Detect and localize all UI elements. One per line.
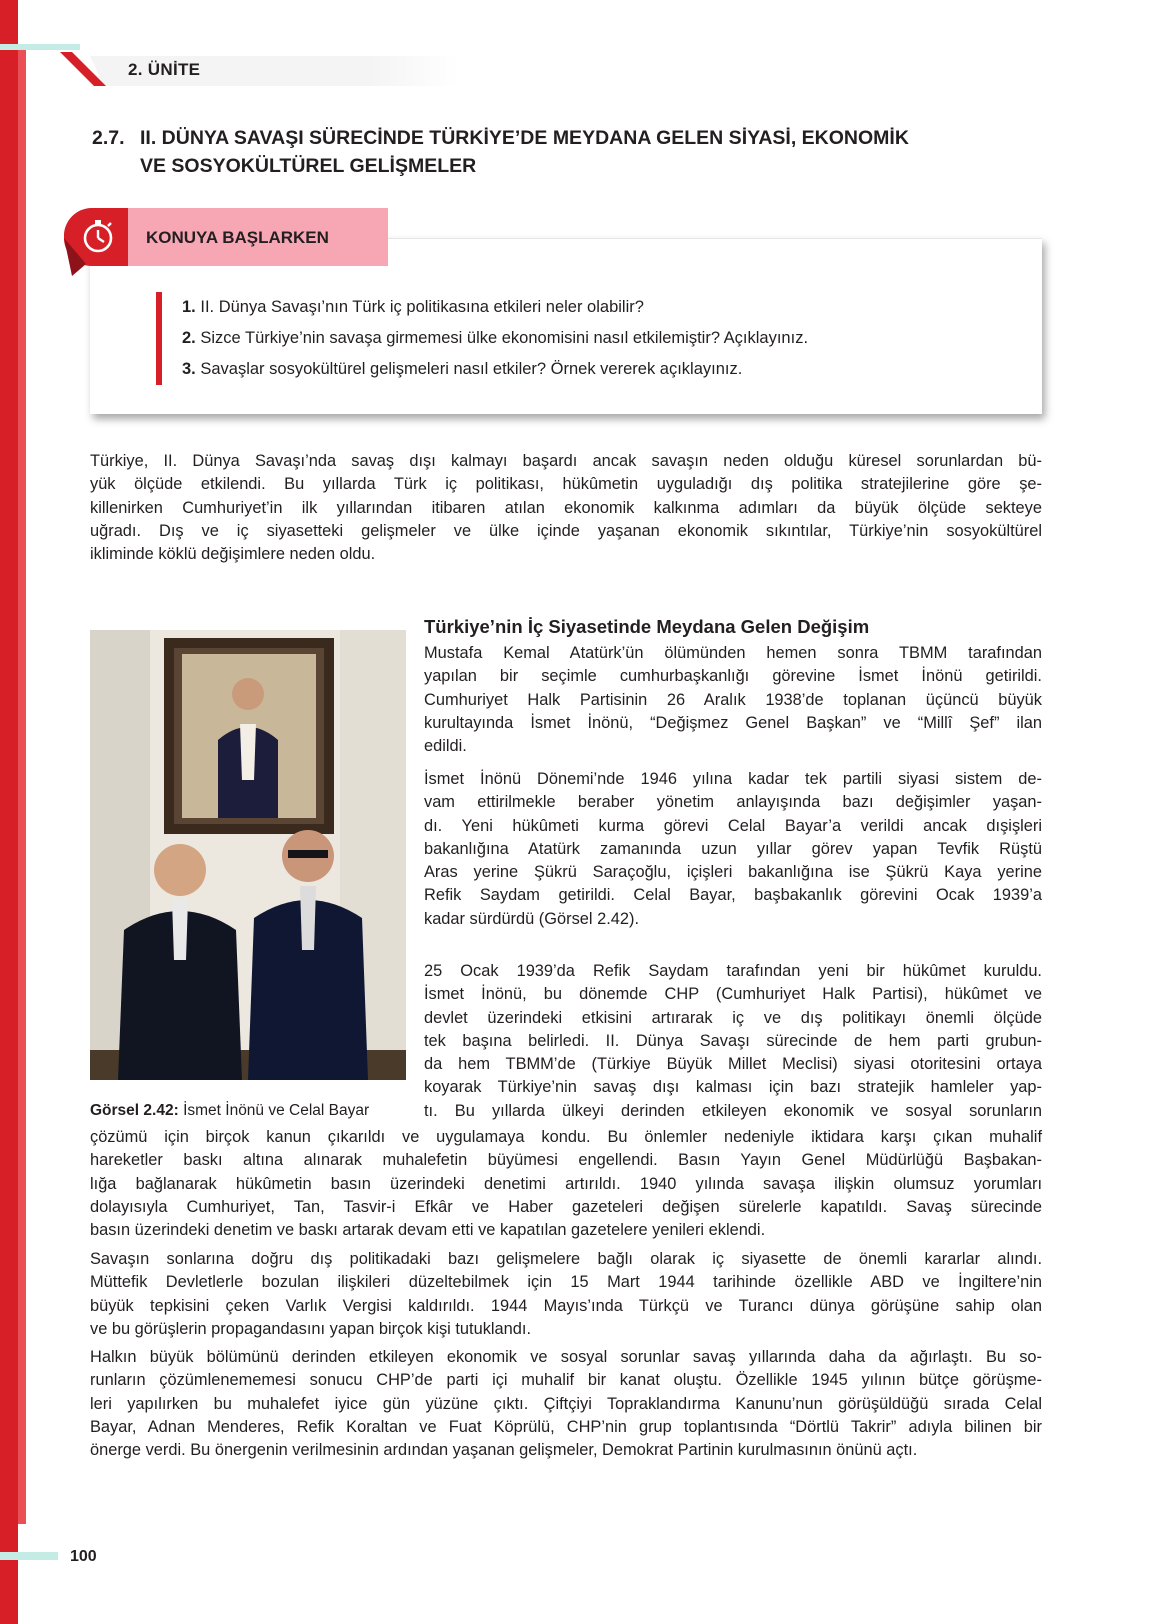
section-title-line2: VE SOSYOKÜLTÜREL GELİŞMELER	[140, 155, 477, 177]
question-item: 3. Savaşlar sosyokültürel gelişmeleri nasıl etkiler? Örnek vererek açıklayınız.	[182, 360, 743, 378]
bottom-accent-stripe	[0, 1552, 58, 1560]
full-paragraph-3-continued: çözümü için birçok kanun çıkarıldı ve uygulamaya kondu. Bu önlemler nedeniyle iktidara karşı çıkan muhalif hareketler baskı altına alınarak muhalefetin büyümesi engellendi. Basın Yayın Genel Müdürlüğü Başbakan- lığa bağlanarak hükûmetin basın üzerindeki denetimi artırıldı. 1940 yılında savaşa ilişkin olumsuz yorumları dolayısıyla Cumhuriyet, Tan, Tasvir-i Efkâr ve Haber gazeteleri değişen sürelerle kapatıldı. Savaş sürecinde basın üzerindeki denetim ve baskı artarak devam etti ve kapatılan gazetelere yenileri eklendi.	[90, 1128, 1042, 1240]
figure-photo-inonu-bayar	[90, 630, 406, 1080]
question-item: 2. Sizce Türkiye’nin savaşa girmemesi ülke ekonomisini nasıl etkilemiştir? Açıklayınız.	[182, 329, 809, 347]
question-item: 1. II. Dünya Savaşı’nın Türk iç politikasına etkileri neler olabilir?	[182, 298, 644, 316]
top-accent-stripe	[0, 44, 80, 50]
full-paragraph-5: Halkın büyük bölümünü derinden etkileyen ekonomik ve sosyal sorunlar savaş yıllarında daha da ağırlaştı. Bu so- runların çözümlenememesi sonucu CHP’de parti içi muhalif bir kanat oluştu. Özellikle 1945 yılının bütçe görüşme- leri yapılırken bu muhalefet iyice gün yüzüne çıktı. Çiftçiyi Topraklandırma Kanunu’nun görüşüldüğü sırada Celal Bayar, Adnan Menderes, Refik Koraltan ve Fuat Köprülü, CHP’nin grup toplantısında “Dörtlü Takrir” adıyla bilinen bir önerge verdi. Bu önergenin verilmesinin ardından yaşanan gelişmeler, Demokrat Partinin kurulmasının önünü açtı.	[90, 1348, 1042, 1460]
section-title	[92, 124, 952, 180]
page-number: 100	[70, 1548, 97, 1565]
section-number: 2.7.	[92, 127, 125, 149]
left-edge-inner-bar	[18, 44, 26, 1524]
left-edge-bar	[0, 0, 18, 1624]
section-title-line1: II. DÜNYA SAVAŞI SÜRECİNDE TÜRKİYE’DE MEYDANA GELEN SİYASİ, EKONOMİK	[140, 127, 909, 149]
unit-tab	[60, 52, 460, 88]
column-paragraph-1: Mustafa Kemal Atatürk’ün ölümünden hemen sonra TBMM tarafından yapılan bir seçimle cumhurbaşkanlığı görevine İsmet İnönü getirildi. Cumhuriyet Halk Partisinin 26 Aralık 1938’de toplanan üçüncü büyük kurultayında İsmet İnönü, “Değişmez Genel Başkan” ve “Millî Şef” ilan edildi.	[424, 644, 1042, 756]
question-list	[156, 292, 808, 385]
start-box-title: KONUYA BAŞLARKEN	[146, 228, 329, 247]
figure-caption: Görsel 2.42: İsmet İnönü ve Celal Bayar	[90, 1102, 370, 1119]
column-paragraph-3: 25 Ocak 1939’da Refik Saydam tarafından yeni bir hükûmet kuruldu. İsmet İnönü, bu dönemde CHP (Cumhuriyet Halk Partisi), hükûmet ve devlet üzerindeki etkisini artırarak iç ve dış politikayı önemli ölçüde tek başına belirledi. II. Dünya Savaşı sürecinde de hem parti grubun- da hem TBMM’de (Türkiye Büyük Millet Meclisi) siyasi otoritesini ortaya koyarak Türkiye’nin savaş dışı kalması için bazı stratejik hamleler yap- tı. Bu yıllarda ülkeyi derinden etkileyen ekonomik ve sosyal sorunların	[424, 962, 1042, 1120]
intro-paragraph: Türkiye, II. Dünya Savaşı’nda savaş dışı kalmayı başardı ancak savaşın neden olduğu küresel sorunlardan bü- yük ölçüde etkilendi. Bu yıllarda Türk iç politikası, hükûmetin uyguladığı dış politika stratejilerine göre şe- killenirken Cumhuriyet’in ilk yıllarından itibaren atılan ekonomik kalkınma adımları da büyük ölçüde sekteye uğradı. Dış ve iç siyasetteki gelişmeler ve ülke içinde yaşanan ekonomik sıkıntılar, Türkiye’nin sosyokültürel ikliminde köklü değişimlere neden oldu.	[90, 452, 1042, 564]
stopwatch-icon	[64, 208, 128, 276]
subsection-title: Türkiye’nin İç Siyasetinde Meydana Gelen Değişim	[424, 616, 870, 637]
column-paragraph-2: İsmet İnönü Dönemi’nde 1946 yılına kadar tek partili siyasi sistem de- vam ettirilmekle beraber yönetim anlayışında bazı değişimler yaşan- dı. Yeni hükûmeti kurma görevi Celal Bayar’a verildi ancak dışişleri bakanlığına Atatürk zamanında uzun yıllar görev yapan Tevfik Rüştü Aras yerine Şükrü Saraçoğlu, içişleri bakanlığına ise Şükrü Kaya yerine Refik Saydam getirildi. Celal Bayar, başbakanlık görevini Ocak 1939’a kadar sürdürdü (Görsel 2.42).	[424, 770, 1042, 928]
full-paragraph-4: Savaşın sonlarına doğru dış politikadaki bazı gelişmelere bağlı olarak iç siyasette de önemli kararlar alındı. Müttefik Devletlerle bozulan ilişkileri düzeltebilmek için 15 Mart 1944 tarihinde özellikle ABD ve İngiltere’nin büyük tepkisini çeken Varlık Vergisi kaldırıldı. 1944 Mayıs’ında Türkçü ve Turancı dünya görüşüne sahip olan ve bu görüşlerin propagandasını yapan birçok kişi tutuklandı.	[90, 1250, 1042, 1338]
unit-label: 2. ÜNİTE	[128, 60, 201, 79]
